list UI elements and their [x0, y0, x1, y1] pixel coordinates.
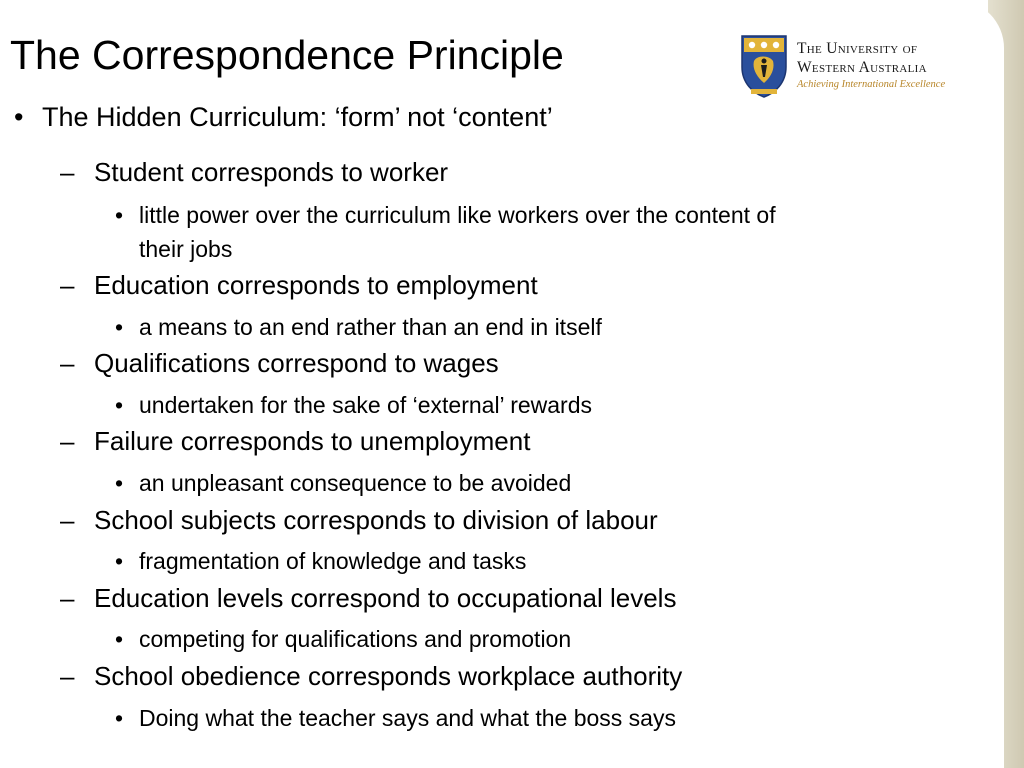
bullet-marker: •	[115, 314, 124, 340]
dash-marker: –	[60, 426, 75, 456]
university-logo	[739, 33, 959, 101]
list-item-detail: • Doing what the teacher says and what the boss says	[115, 705, 676, 731]
bullet-marker: •	[115, 470, 124, 496]
dash-marker: –	[60, 505, 75, 535]
dash-marker: –	[60, 348, 75, 378]
dash-marker: –	[60, 270, 75, 300]
list-item-heading: – Qualifications correspond to wages	[60, 348, 499, 378]
list-item-heading: – Failure corresponds to unemployment	[60, 426, 531, 456]
slide-title: The Correspondence Principle	[10, 32, 564, 78]
bullet-marker: •	[115, 548, 124, 574]
logo-tagline: Achieving International Excellence	[797, 79, 946, 90]
university-crest-icon	[739, 33, 789, 99]
list-item-heading: – School obedience corresponds workplace authority	[60, 661, 683, 691]
bullet-marker: •	[14, 102, 24, 132]
bullet-marker: •	[115, 392, 124, 418]
logo-line-2: Western Australia	[797, 59, 927, 76]
dash-marker: –	[60, 583, 75, 613]
list-item-heading: – Education corresponds to employment	[60, 270, 538, 300]
list-item-heading: – School subjects corresponds to division of labour	[60, 505, 658, 535]
list-item-detail: • undertaken for the sake of ‘external’ rewards	[115, 392, 593, 418]
list-item-heading: – Student corresponds to worker	[60, 157, 449, 187]
logo-line-1: The University of	[797, 40, 918, 57]
list-item-detail-continued: their jobs	[139, 236, 233, 262]
list-item-detail: • fragmentation of knowledge and tasks	[115, 548, 527, 574]
bullet-marker: •	[115, 202, 124, 228]
list-item-detail: • a means to an end rather than an end in itself	[115, 314, 602, 340]
dash-marker: –	[60, 661, 75, 691]
main-bullet-row	[14, 102, 553, 133]
main-bullet-text: The Hidden Curriculum: ‘form’ not ‘content’	[42, 102, 553, 132]
bullet-marker: •	[115, 626, 124, 652]
dash-marker: –	[60, 157, 75, 187]
list-item-detail: • an unpleasant consequence to be avoided	[115, 470, 572, 496]
bullet-marker: •	[115, 705, 124, 731]
list-item-detail: • little power over the curriculum like workers over the content of	[115, 202, 776, 228]
list-item-heading: – Education levels correspond to occupational levels	[60, 583, 677, 613]
list-item-detail: • competing for qualifications and promotion	[115, 626, 572, 652]
